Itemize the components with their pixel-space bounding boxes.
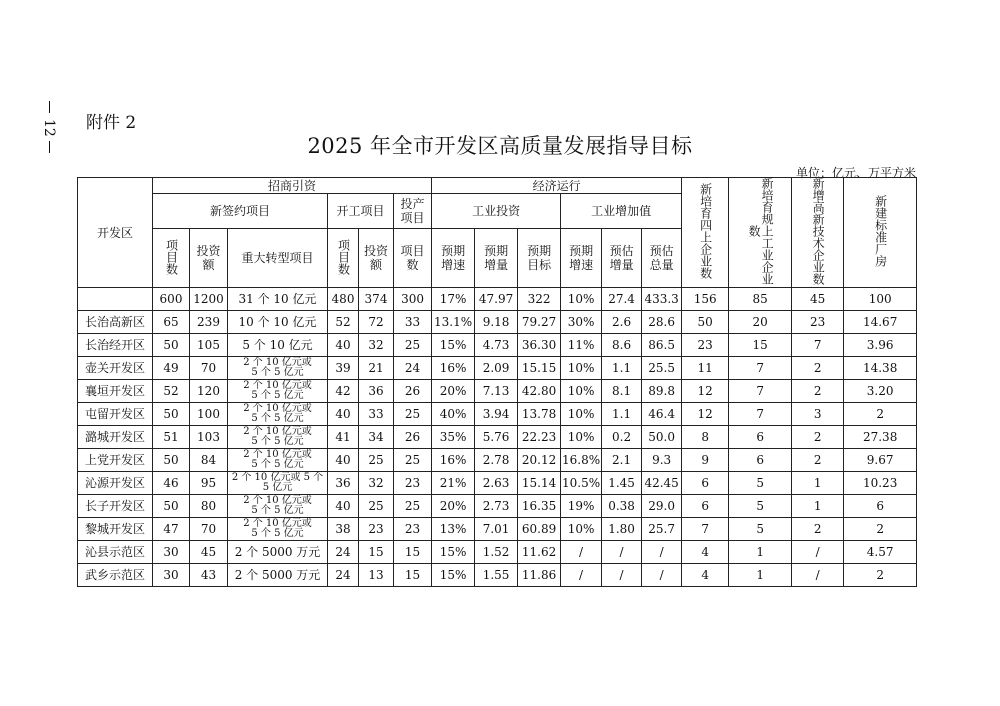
cell-c7: 15% [432, 564, 475, 587]
table-body [78, 288, 917, 587]
cell-c6: 33 [394, 311, 432, 334]
cell-c4: 36 [328, 472, 359, 495]
cell-c11: 1.80 [602, 518, 642, 541]
cell-c4: 480 [328, 288, 359, 311]
cell-c12: 9.3 [642, 449, 682, 472]
cell-c15: 23 [792, 311, 844, 334]
cell-c10: 10% [561, 380, 602, 403]
unit-note: 单位：亿元、万平方米 [795, 166, 916, 180]
header-new-sishang: 新培育四上企业数 [682, 178, 729, 288]
cell-c7: 16% [432, 357, 475, 380]
cell-c6: 26 [394, 380, 432, 403]
table-row [78, 288, 917, 311]
cell-district-name: 潞城开发区 [78, 426, 153, 449]
cell-c10: 16.8% [561, 449, 602, 472]
cell-c15: / [792, 564, 844, 587]
cell-c2: 80 [190, 495, 228, 518]
cell-c14: 5 [729, 495, 792, 518]
cell-c6: 26 [394, 426, 432, 449]
cell-c4: 24 [328, 564, 359, 587]
cell-c13: 7 [682, 518, 729, 541]
table-row [78, 357, 917, 380]
cell-major-project-line1: 2 个 5000 万元 [234, 568, 321, 582]
cell-c11: 2.6 [602, 311, 642, 334]
cell-c10: 11% [561, 334, 602, 357]
header-invest-growth: 预期增速 [432, 229, 475, 288]
cell-c2: 70 [190, 357, 228, 380]
cell-major-project [228, 564, 328, 587]
cell-district-name: 屯留开发区 [78, 403, 153, 426]
cell-c12: 25.7 [642, 518, 682, 541]
table-row [78, 449, 917, 472]
page-title: 2025 年全市开发区高质量发展指导目标 [307, 134, 693, 158]
cell-c4: 52 [328, 311, 359, 334]
cell-c11: 1.1 [602, 403, 642, 426]
cell-c11: 0.38 [602, 495, 642, 518]
cell-c7: 13% [432, 518, 475, 541]
cell-c14: 1 [729, 564, 792, 587]
cell-c15: 2 [792, 518, 844, 541]
cell-major-project [228, 403, 328, 426]
cell-c8: 47.97 [475, 288, 518, 311]
header-new-signed: 新签约项目 [153, 194, 328, 229]
cell-c11: 27.4 [602, 288, 642, 311]
cell-c6: 15 [394, 564, 432, 587]
cell-major-project-line1: 2 个 10 亿元或 [243, 518, 312, 529]
cell-c15: 2 [792, 357, 844, 380]
cell-c1: 49 [153, 357, 190, 380]
cell-major-project [228, 449, 328, 472]
cell-c4: 39 [328, 357, 359, 380]
cell-c13: 11 [682, 357, 729, 380]
cell-c15: 3 [792, 403, 844, 426]
cell-c2: 95 [190, 472, 228, 495]
cell-c5: 32 [359, 334, 394, 357]
cell-major-project [228, 541, 328, 564]
cell-major-project-line2: 5 亿元 [262, 482, 293, 493]
cell-c2: 1200 [190, 288, 228, 311]
cell-c9: 42.80 [518, 380, 561, 403]
cell-major-project [228, 357, 328, 380]
cell-c11: 0.2 [602, 426, 642, 449]
cell-c10: 10% [561, 288, 602, 311]
cell-c9: 13.78 [518, 403, 561, 426]
cell-c14: 7 [729, 380, 792, 403]
cell-c11: 1.1 [602, 357, 642, 380]
cell-major-project-line2: 5 个 5 亿元 [251, 390, 304, 401]
cell-c13: 6 [682, 495, 729, 518]
header-started-amount: 投资额 [359, 229, 394, 288]
cell-c13: 156 [682, 288, 729, 311]
cell-c16: 27.38 [844, 426, 917, 449]
cell-c2: 239 [190, 311, 228, 334]
cell-c12: / [642, 564, 682, 587]
cell-c6: 23 [394, 472, 432, 495]
cell-c2: 105 [190, 334, 228, 357]
cell-c15: 45 [792, 288, 844, 311]
cell-major-project-line1: 5 个 10 亿元 [242, 338, 313, 352]
cell-c6: 25 [394, 334, 432, 357]
header-invest-increment: 预期增量 [475, 229, 518, 288]
cell-c8: 4.73 [475, 334, 518, 357]
cell-district-name: 壶关开发区 [78, 357, 153, 380]
cell-c8: 5.76 [475, 426, 518, 449]
table-row [78, 334, 917, 357]
cell-district-name: 长治高新区 [78, 311, 153, 334]
cell-c10: 10% [561, 426, 602, 449]
cell-major-project-line2: 5 个 5 亿元 [251, 413, 304, 424]
header-new-gaoxin: 新增高新技术企业数 [792, 178, 844, 288]
cell-c8: 7.13 [475, 380, 518, 403]
cell-c2: 84 [190, 449, 228, 472]
cell-c15: 7 [792, 334, 844, 357]
cell-c13: 9 [682, 449, 729, 472]
cell-c16: 14.38 [844, 357, 917, 380]
cell-c8: 3.94 [475, 403, 518, 426]
header-started: 开工项目 [328, 194, 394, 229]
cell-c5: 33 [359, 403, 394, 426]
cell-c8: 1.52 [475, 541, 518, 564]
cell-c13: 4 [682, 564, 729, 587]
cell-c7: 15% [432, 334, 475, 357]
cell-c8: 2.78 [475, 449, 518, 472]
cell-c12: / [642, 541, 682, 564]
cell-c8: 2.63 [475, 472, 518, 495]
cell-c12: 29.0 [642, 495, 682, 518]
cell-major-project [228, 472, 328, 495]
header-jingji: 经济运行 [432, 178, 682, 194]
cell-major-project-line1: 2 个 10 亿元或 [243, 380, 312, 391]
cell-district-name: 长子开发区 [78, 495, 153, 518]
cell-c1: 50 [153, 449, 190, 472]
cell-c16: 10.23 [844, 472, 917, 495]
cell-c11: / [602, 564, 642, 587]
cell-c12: 86.5 [642, 334, 682, 357]
cell-c9: 20.12 [518, 449, 561, 472]
cell-c14: 5 [729, 472, 792, 495]
cell-major-project [228, 380, 328, 403]
table-row [78, 495, 917, 518]
cell-c16: 2 [844, 403, 917, 426]
cell-major-project-line1: 10 个 10 亿元 [238, 315, 317, 329]
cell-c1: 46 [153, 472, 190, 495]
table-row [78, 380, 917, 403]
cell-c6: 25 [394, 449, 432, 472]
cell-c7: 16% [432, 449, 475, 472]
cell-c10: 30% [561, 311, 602, 334]
header-new-changfang: 新建标准厂房 [844, 178, 917, 288]
cell-c5: 25 [359, 495, 394, 518]
page-number-value: 12 [41, 119, 57, 137]
cell-c13: 6 [682, 472, 729, 495]
cell-c9: 22.23 [518, 426, 561, 449]
cell-c16: 2 [844, 564, 917, 587]
cell-c8: 7.01 [475, 518, 518, 541]
cell-c5: 13 [359, 564, 394, 587]
cell-c6: 15 [394, 541, 432, 564]
cell-c11: / [602, 541, 642, 564]
cell-district-name: 上党开发区 [78, 449, 153, 472]
header-signed-count: 项目数 [153, 229, 190, 288]
cell-c2: 70 [190, 518, 228, 541]
cell-c1: 50 [153, 403, 190, 426]
cell-major-project [228, 334, 328, 357]
cell-district-name: 沁源开发区 [78, 472, 153, 495]
cell-c13: 23 [682, 334, 729, 357]
cell-c1: 52 [153, 380, 190, 403]
cell-c7: 40% [432, 403, 475, 426]
table-row [78, 518, 917, 541]
header-industrial-investment: 工业投资 [432, 194, 561, 229]
cell-c4: 40 [328, 334, 359, 357]
cell-c2: 43 [190, 564, 228, 587]
header-zhaoshang: 招商引资 [153, 178, 432, 194]
cell-c2: 45 [190, 541, 228, 564]
cell-c5: 23 [359, 518, 394, 541]
cell-c9: 79.27 [518, 311, 561, 334]
cell-c4: 24 [328, 541, 359, 564]
cell-c9: 16.35 [518, 495, 561, 518]
cell-c12: 46.4 [642, 403, 682, 426]
cell-major-project-line2: 5 个 5 亿元 [251, 505, 304, 516]
cell-c14: 6 [729, 426, 792, 449]
cell-c12: 50.0 [642, 426, 682, 449]
cell-c6: 300 [394, 288, 432, 311]
cell-c10: 10.5% [561, 472, 602, 495]
cell-c1: 50 [153, 495, 190, 518]
cell-c9: 11.62 [518, 541, 561, 564]
cell-c12: 89.8 [642, 380, 682, 403]
cell-c12: 25.5 [642, 357, 682, 380]
cell-major-project [228, 495, 328, 518]
cell-c14: 5 [729, 518, 792, 541]
cell-major-project-line1: 2 个 5000 万元 [234, 545, 321, 559]
cell-c15: 1 [792, 472, 844, 495]
cell-district-name: 武乡示范区 [78, 564, 153, 587]
cell-c1: 51 [153, 426, 190, 449]
cell-c11: 1.45 [602, 472, 642, 495]
cell-district-name: 沁县示范区 [78, 541, 153, 564]
cell-c13: 8 [682, 426, 729, 449]
cell-c6: 24 [394, 357, 432, 380]
page-number-dash-top [40, 101, 58, 115]
cell-c4: 40 [328, 495, 359, 518]
cell-c1: 30 [153, 541, 190, 564]
cell-c9: 322 [518, 288, 561, 311]
cell-c1: 50 [153, 334, 190, 357]
cell-district-name: 襄垣开发区 [78, 380, 153, 403]
cell-major-project [228, 518, 328, 541]
cell-c14: 6 [729, 449, 792, 472]
cell-c10: 10% [561, 518, 602, 541]
cell-c16: 14.67 [844, 311, 917, 334]
cell-c10: 19% [561, 495, 602, 518]
cell-c8: 1.55 [475, 564, 518, 587]
cell-c15: / [792, 541, 844, 564]
cell-district-name: 黎城开发区 [78, 518, 153, 541]
attachment-label: 附件 2 [86, 113, 137, 133]
cell-c12: 433.3 [642, 288, 682, 311]
header-value-increment: 预估增量 [602, 229, 642, 288]
cell-c7: 35% [432, 426, 475, 449]
header-new-guishang: 新培育规上工业企业数 [729, 178, 792, 288]
cell-c15: 2 [792, 449, 844, 472]
cell-district-name [78, 288, 153, 311]
cell-c16: 3.96 [844, 334, 917, 357]
cell-c7: 21% [432, 472, 475, 495]
cell-c5: 21 [359, 357, 394, 380]
header-production: 投产项目 [394, 194, 432, 229]
cell-c6: 25 [394, 495, 432, 518]
cell-c8: 9.18 [475, 311, 518, 334]
cell-c4: 38 [328, 518, 359, 541]
header-started-count: 项目数 [328, 229, 359, 288]
cell-c5: 15 [359, 541, 394, 564]
cell-c7: 20% [432, 495, 475, 518]
cell-c1: 600 [153, 288, 190, 311]
cell-c2: 100 [190, 403, 228, 426]
cell-c16: 9.67 [844, 449, 917, 472]
table-row [78, 426, 917, 449]
cell-c7: 13.1% [432, 311, 475, 334]
cell-major-project-line2: 5 个 5 亿元 [251, 367, 304, 378]
cell-major-project-line1: 2 个 10 亿元或 [243, 357, 312, 368]
cell-c9: 11.86 [518, 564, 561, 587]
cell-district-name: 长治经开区 [78, 334, 153, 357]
cell-c1: 65 [153, 311, 190, 334]
cell-c14: 15 [729, 334, 792, 357]
cell-c9: 15.14 [518, 472, 561, 495]
cell-c10: / [561, 564, 602, 587]
cell-c15: 1 [792, 495, 844, 518]
table-row [78, 564, 917, 587]
cell-c12: 42.45 [642, 472, 682, 495]
cell-major-project-line1: 2 个 10 亿元或 [243, 403, 312, 414]
cell-major-project-line1: 2 个 10 亿元或 [243, 449, 312, 460]
cell-c8: 2.09 [475, 357, 518, 380]
cell-major-project-line2: 5 个 5 亿元 [251, 436, 304, 447]
cell-c14: 7 [729, 403, 792, 426]
cell-major-project [228, 426, 328, 449]
cell-major-project-line1: 2 个 10 亿元或 5 个 [231, 472, 324, 483]
cell-c13: 4 [682, 541, 729, 564]
cell-c11: 8.6 [602, 334, 642, 357]
cell-c4: 42 [328, 380, 359, 403]
cell-c11: 2.1 [602, 449, 642, 472]
cell-c16: 4.57 [844, 541, 917, 564]
cell-c7: 15% [432, 541, 475, 564]
cell-major-project-line1: 2 个 10 亿元或 [243, 495, 312, 506]
cell-c1: 47 [153, 518, 190, 541]
cell-c5: 25 [359, 449, 394, 472]
cell-c14: 1 [729, 541, 792, 564]
header-value-total: 预估总量 [642, 229, 682, 288]
cell-c4: 41 [328, 426, 359, 449]
cell-c15: 2 [792, 380, 844, 403]
cell-c10: / [561, 541, 602, 564]
cell-c14: 7 [729, 357, 792, 380]
cell-c9: 60.89 [518, 518, 561, 541]
cell-c13: 50 [682, 311, 729, 334]
header-signed-amount: 投资额 [190, 229, 228, 288]
cell-c5: 72 [359, 311, 394, 334]
cell-c13: 12 [682, 403, 729, 426]
cell-major-project-line2: 5 个 5 亿元 [251, 459, 304, 470]
header-major-project: 重大转型项目 [228, 229, 328, 288]
header-value-growth: 预期增速 [561, 229, 602, 288]
cell-c16: 6 [844, 495, 917, 518]
cell-major-project [228, 288, 328, 311]
cell-c10: 10% [561, 357, 602, 380]
cell-c7: 20% [432, 380, 475, 403]
cell-c5: 34 [359, 426, 394, 449]
cell-major-project-line1: 31 个 10 亿元 [238, 292, 317, 306]
cell-c1: 30 [153, 564, 190, 587]
table-row [78, 403, 917, 426]
cell-c7: 17% [432, 288, 475, 311]
header-district: 开发区 [78, 178, 153, 288]
cell-c12: 28.6 [642, 311, 682, 334]
cell-c4: 40 [328, 449, 359, 472]
cell-c9: 15.15 [518, 357, 561, 380]
header-invest-target: 预期目标 [518, 229, 561, 288]
cell-c9: 36.30 [518, 334, 561, 357]
cell-major-project-line1: 2 个 10 亿元或 [243, 426, 312, 437]
header-industrial-added-value: 工业增加值 [561, 194, 682, 229]
table-row [78, 541, 917, 564]
cell-major-project [228, 311, 328, 334]
cell-major-project-line2: 5 个 5 亿元 [251, 528, 304, 539]
cell-c16: 100 [844, 288, 917, 311]
cell-c5: 36 [359, 380, 394, 403]
cell-c16: 3.20 [844, 380, 917, 403]
cell-c4: 40 [328, 403, 359, 426]
cell-c15: 2 [792, 426, 844, 449]
header-production-count: 项目数 [394, 229, 432, 288]
cell-c14: 85 [729, 288, 792, 311]
cell-c8: 2.73 [475, 495, 518, 518]
cell-c11: 8.1 [602, 380, 642, 403]
cell-c2: 120 [190, 380, 228, 403]
table-row [78, 472, 917, 495]
cell-c6: 25 [394, 403, 432, 426]
table-row [78, 311, 917, 334]
cell-c2: 103 [190, 426, 228, 449]
cell-c5: 374 [359, 288, 394, 311]
cell-c13: 12 [682, 380, 729, 403]
cell-c6: 23 [394, 518, 432, 541]
cell-c14: 20 [729, 311, 792, 334]
targets-table [77, 177, 917, 587]
cell-c5: 32 [359, 472, 394, 495]
cell-c10: 10% [561, 403, 602, 426]
cell-c16: 2 [844, 518, 917, 541]
